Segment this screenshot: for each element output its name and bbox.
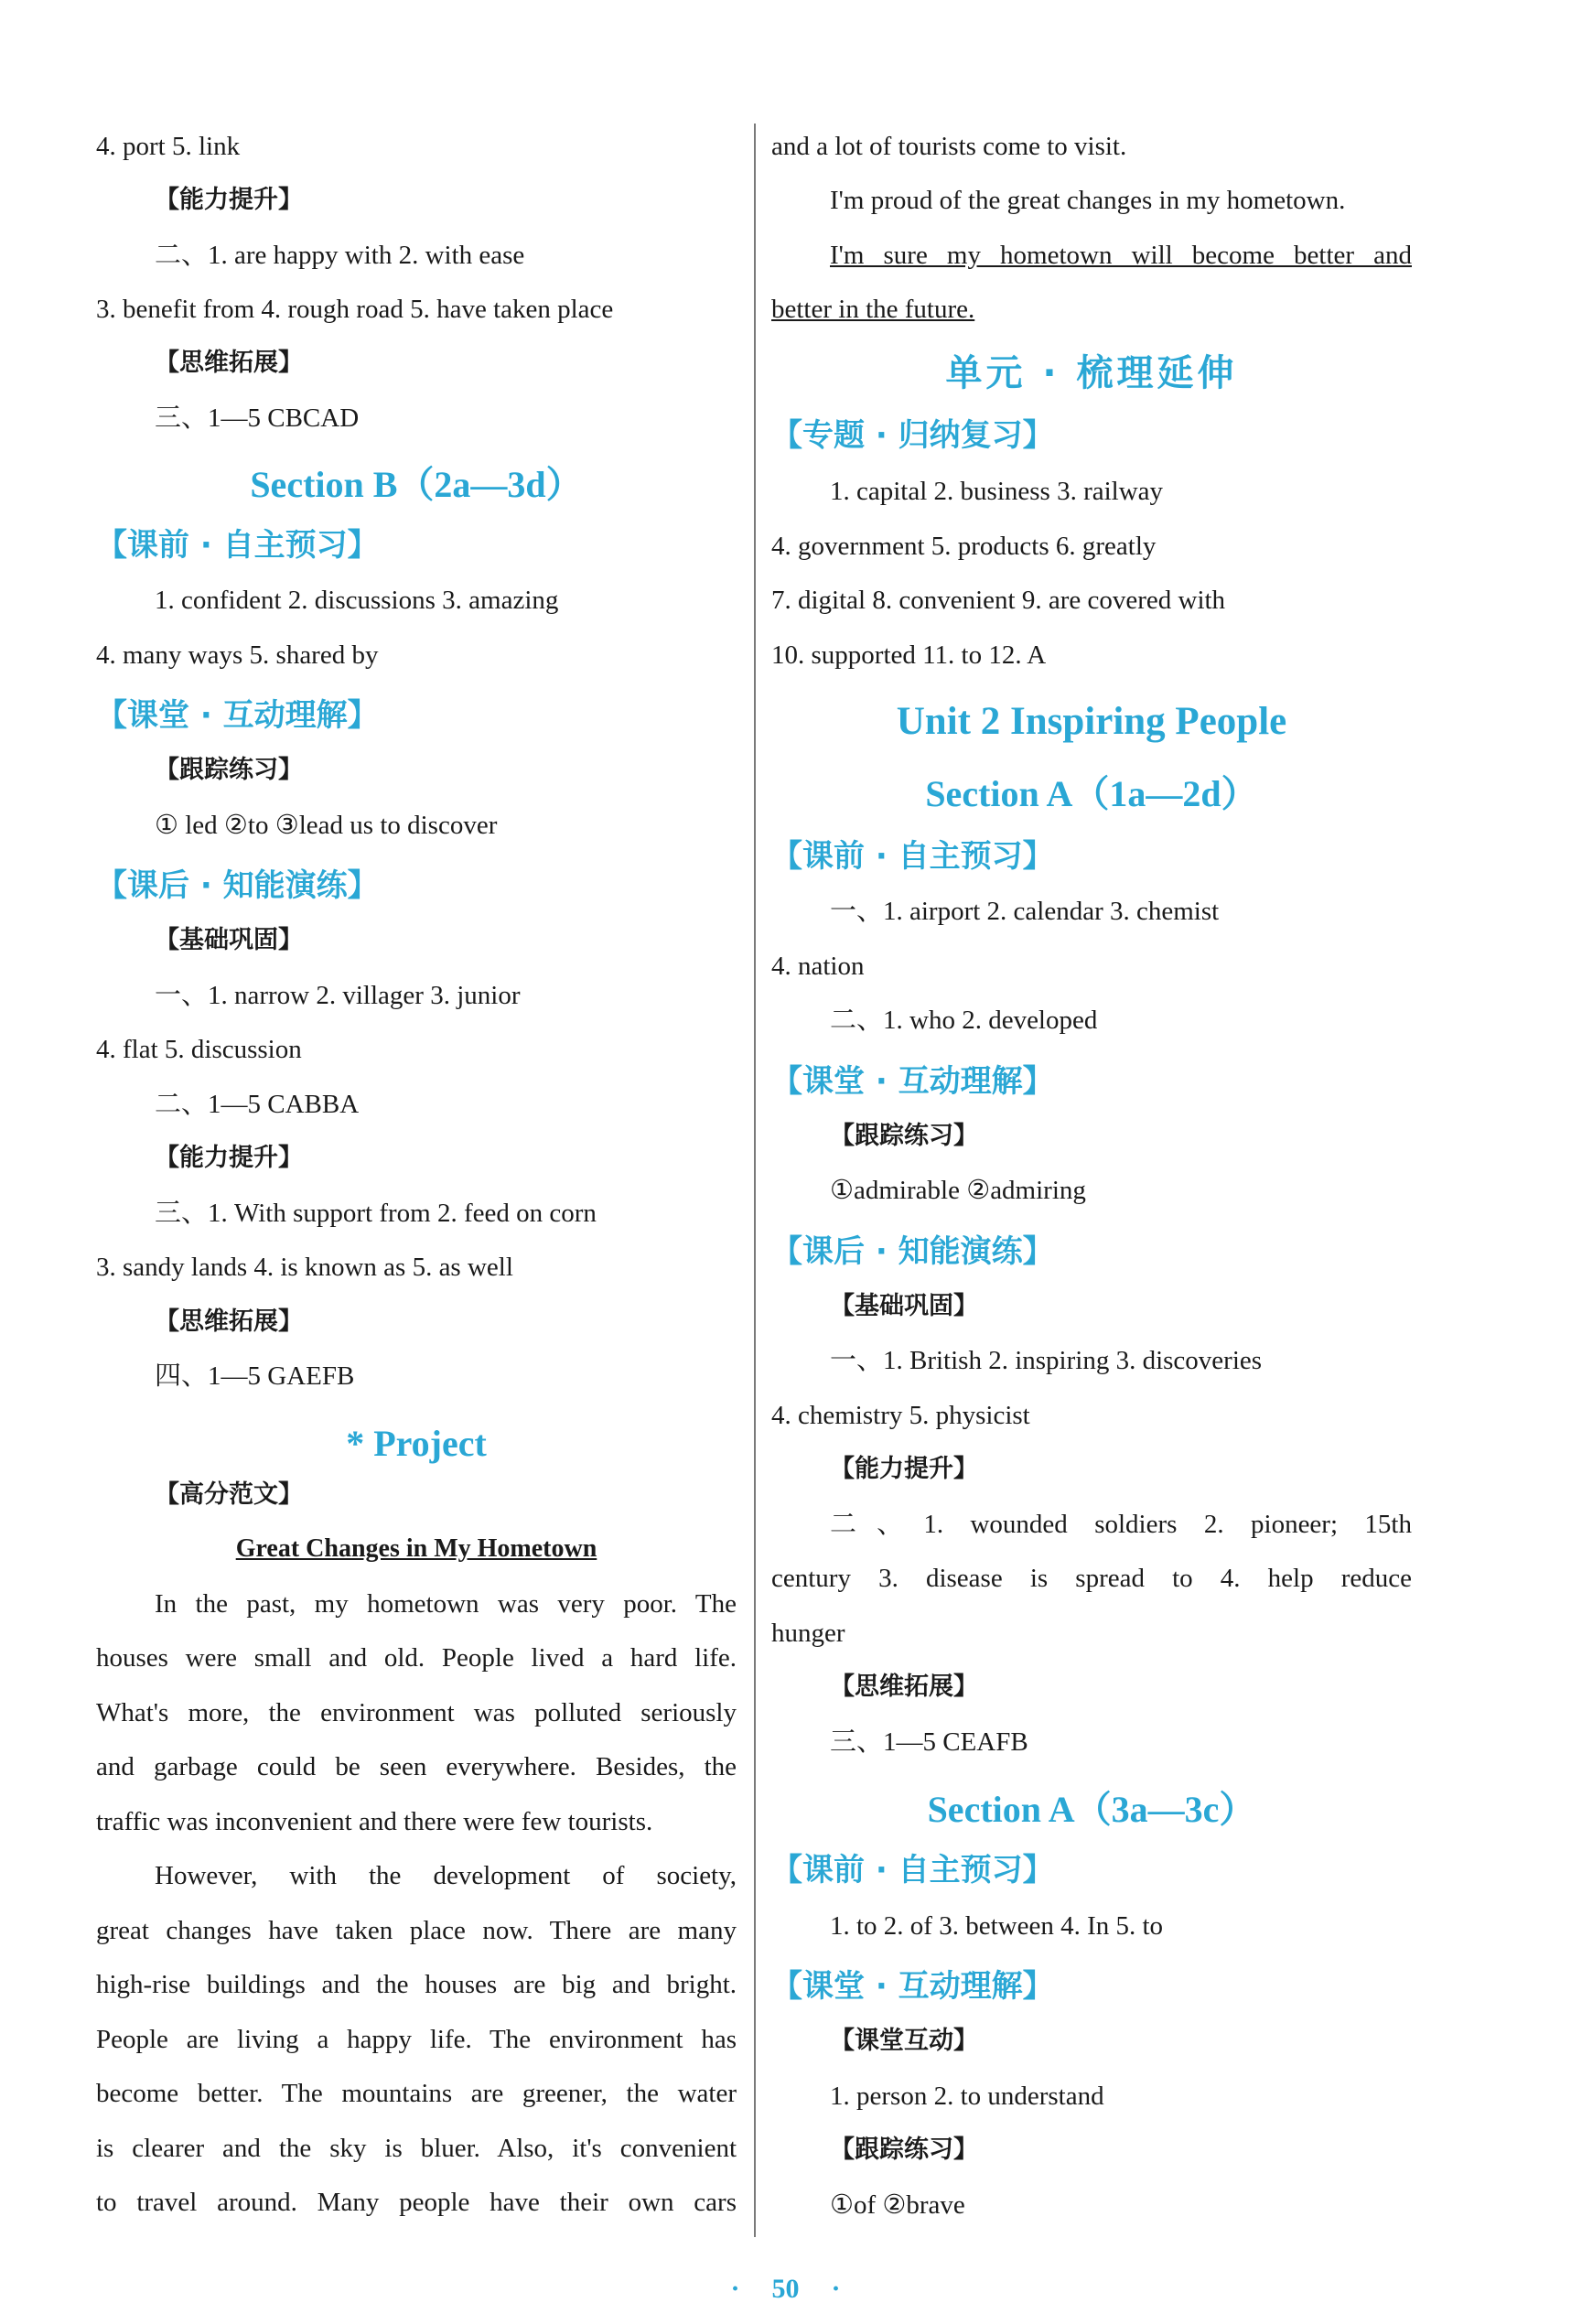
column-divider <box>754 124 756 2237</box>
essay-line: houses were small and old. People lived a hard life. <box>96 1643 737 1673</box>
essay-line: In the past, my hometown was very poor. The <box>155 1589 737 1619</box>
page-number-dot-left: · <box>730 2274 740 2304</box>
answer-line: 一、1. British 2. inspiring 3. discoveries <box>830 1346 1263 1375</box>
section-tag: 【能力提升】 <box>830 1455 978 1483</box>
section-heading: Section B（2a—3d） <box>250 464 583 505</box>
section-tag: 【基础巩固】 <box>155 926 303 954</box>
answer-line: 3. sandy lands 4. is known as 5. as well <box>96 1253 513 1282</box>
section-tag: 【能力提升】 <box>155 1144 303 1172</box>
page-number-dot-right: · <box>831 2274 841 2304</box>
banner-heading: 【课前 · 自主预习】 <box>771 1852 1054 1888</box>
answer-line: 三、1—5 CBCAD <box>155 403 360 433</box>
essay-line: to travel around. Many people have their own cars <box>96 2188 737 2217</box>
section-tag: 【跟踪练习】 <box>155 756 303 784</box>
essay-line: great changes have taken place now. There are many <box>96 1916 737 1945</box>
banner-heading: 【课堂 · 互动理解】 <box>96 697 379 734</box>
banner-heading: 【课前 · 自主预习】 <box>96 527 379 564</box>
answer-line: century 3. disease is spread to 4. help reduce <box>771 1564 1412 1593</box>
section-tag: 【高分范文】 <box>155 1480 303 1509</box>
answer-line: 4. government 5. products 6. greatly <box>771 532 1157 561</box>
answer-line: hunger <box>771 1619 845 1648</box>
answer-line: 4. many ways 5. shared by <box>96 640 379 670</box>
unit-heading: Unit 2 Inspiring People <box>896 700 1287 743</box>
section-heading: * Project <box>346 1423 487 1464</box>
banner-heading: 【专题 · 归纳复习】 <box>771 417 1054 454</box>
section-heading: Section A（3a—3c） <box>927 1789 1256 1830</box>
answer-line: ① led ②to ③lead us to discover <box>155 811 498 840</box>
page-number-value: 50 <box>771 2274 800 2304</box>
answer-line: 3. benefit from 4. rough road 5. have taken place <box>96 295 614 324</box>
banner-heading: 【课堂 · 互动理解】 <box>771 1968 1054 2005</box>
essay-line: become better. The mountains are greener, the water <box>96 2079 737 2108</box>
essay-line-underlined: I'm sure my hometown will become better and <box>830 241 1412 270</box>
banner-heading: 【课前 · 自主预习】 <box>771 838 1054 875</box>
answer-line: 4. nation <box>771 952 865 981</box>
section-tag: 【课堂互动】 <box>830 2027 978 2055</box>
answer-line: 1. confident 2. discussions 3. amazing <box>155 586 559 615</box>
answer-line: 一、1. narrow 2. villager 3. junior <box>155 981 521 1010</box>
answer-line: 三、1—5 CEAFB <box>830 1727 1028 1757</box>
section-tag: 【跟踪练习】 <box>830 1122 978 1150</box>
essay-line: and garbage could be seen everywhere. Besides, the <box>96 1752 737 1781</box>
essay-line: People are living a happy life. The environment has <box>96 2025 737 2054</box>
section-heading: Section A（1a—2d） <box>925 773 1258 814</box>
answer-line: 4. chemistry 5. physicist <box>771 1401 1030 1430</box>
essay-title: Great Changes in My Hometown <box>235 1534 597 1563</box>
answer-line: 三、1. With support from 2. feed on corn <box>155 1199 597 1228</box>
answer-line: 四、1—5 GAEFB <box>155 1361 355 1391</box>
answer-line: ①admirable ②admiring <box>830 1176 1086 1205</box>
essay-line: What's more, the environment was polluted seriously <box>96 1698 737 1727</box>
section-tag: 【思维拓展】 <box>830 1673 978 1701</box>
section-tag: 【能力提升】 <box>155 186 303 214</box>
banner-heading: 【课堂 · 互动理解】 <box>771 1063 1054 1100</box>
essay-line: is clearer and the sky is bluer. Also, it's convenient <box>96 2134 737 2163</box>
answer-line: ①of ②brave <box>830 2190 965 2220</box>
essay-line-underlined: better in the future. <box>771 295 975 324</box>
answer-line: 二、1. who 2. developed <box>830 1006 1098 1035</box>
essay-line: high-rise buildings and the houses are big and bright. <box>96 1970 737 1999</box>
essay-line: I'm proud of the great changes in my hometown. <box>830 186 1346 215</box>
section-tag: 【跟踪练习】 <box>830 2136 978 2164</box>
section-tag: 【思维拓展】 <box>155 1307 303 1336</box>
answer-line: 二、1—5 CABBA <box>155 1090 360 1119</box>
answer-line: 7. digital 8. convenient 9. are covered with <box>771 586 1226 615</box>
unit-review-heading: 单元 · 梳理延伸 <box>945 352 1238 394</box>
answer-line: 1. to 2. of 3. between 4. In 5. to <box>830 1911 1164 1941</box>
page-number <box>0 2274 1571 2305</box>
banner-heading: 【课后 · 知能演练】 <box>771 1233 1054 1270</box>
section-tag: 【思维拓展】 <box>155 349 303 377</box>
answer-line: 二、1. are happy with 2. with ease <box>155 241 525 270</box>
essay-line: However, with the development of society, <box>155 1861 737 1890</box>
answer-line: 1. capital 2. business 3. railway <box>830 477 1164 506</box>
essay-line: traffic was inconvenient and there were few tourists. <box>96 1807 653 1836</box>
essay-line: and a lot of tourists come to visit. <box>771 132 1127 161</box>
answer-line: 4. port 5. link <box>96 132 241 161</box>
answer-line: 4. flat 5. discussion <box>96 1035 302 1064</box>
answer-line: 10. supported 11. to 12. A <box>771 640 1047 670</box>
answer-line: 一、1. airport 2. calendar 3. chemist <box>830 897 1220 926</box>
answer-line: 1. person 2. to understand <box>830 2082 1104 2111</box>
answer-line: 二、1. wounded soldiers 2. pioneer; 15th <box>830 1510 1412 1539</box>
banner-heading: 【课后 · 知能演练】 <box>96 867 379 904</box>
section-tag: 【基础巩固】 <box>830 1292 978 1320</box>
